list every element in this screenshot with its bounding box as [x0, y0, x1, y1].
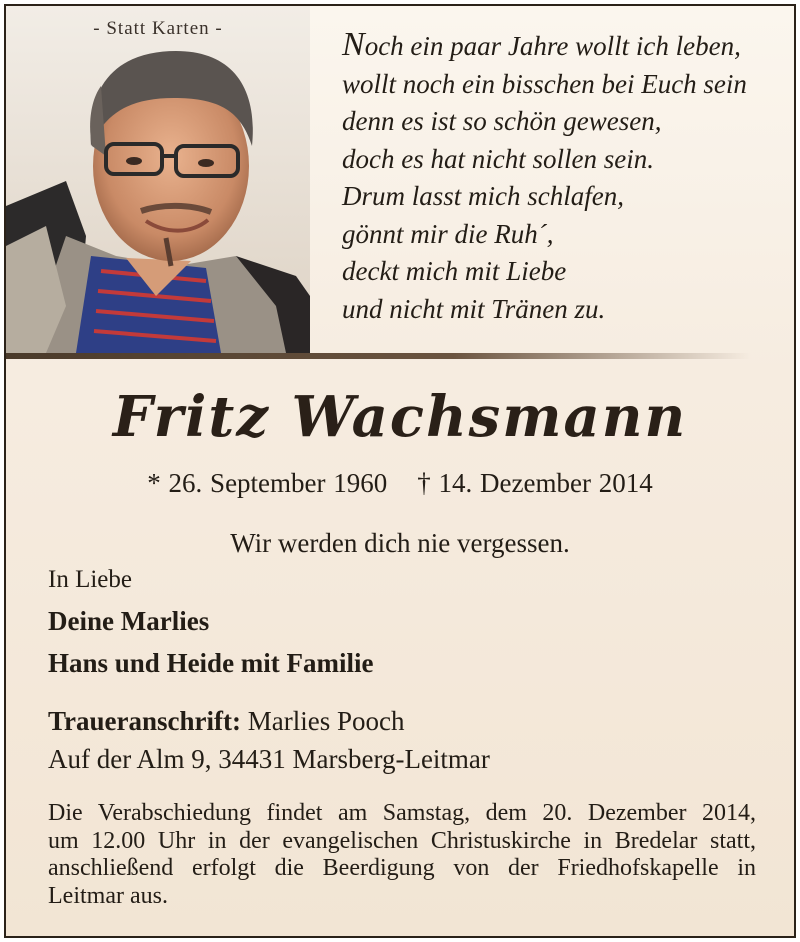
poem-line: und nicht mit Tränen zu.	[342, 293, 606, 324]
family-intro: In Liebe	[48, 566, 132, 593]
funeral-info	[48, 800, 756, 910]
family-line-1: Deine Marlies	[48, 606, 210, 636]
info-line: Die Verabschiedung findet am Samstag, dem 20. Dezember 2014,	[48, 800, 756, 826]
portrait-image	[6, 6, 310, 353]
poem-line: deckt mich mit Liebe	[342, 256, 567, 286]
statt-karten-label: - Statt Karten -	[93, 18, 223, 39]
death-date: † 14. Dezember 2014	[417, 468, 653, 498]
poem-line-1-rest: och ein paar Jahre wollt ich leben,	[364, 31, 741, 61]
address-name: Marlies Pooch	[247, 706, 405, 736]
obituary-card	[4, 4, 796, 938]
divider-line	[6, 353, 751, 359]
poem-line: gönnt mir die Ruh´,	[342, 218, 554, 249]
motto: Wir werden dich nie vergessen.	[230, 528, 570, 558]
poem-line: Noch ein paar Jahre wollt ich leben,	[342, 26, 741, 63]
address-line-1	[48, 706, 404, 737]
poem-line: wollt noch ein bisschen bei Euch sein	[342, 68, 747, 99]
info-line: anschließend erfolgt die Beerdigung von der Friedhofskapelle in	[48, 855, 756, 881]
portrait-photo	[6, 6, 310, 353]
address-label: Traueranschrift:	[48, 706, 241, 736]
life-dates	[6, 468, 794, 499]
poem-line: Drum lasst mich schlafen,	[342, 181, 624, 211]
info-line: um 12.00 Uhr in der evangelischen Christuskirche in Bredelar statt,	[48, 827, 756, 854]
family-line-2: Hans und Heide mit Familie	[48, 648, 374, 678]
poem-line: doch es hat nicht sollen sein.	[342, 143, 654, 174]
poem-line: denn es ist so schön gewesen,	[342, 106, 662, 136]
info-line: Leitmar aus.	[48, 882, 168, 909]
deceased-name: Fritz Wachsmann	[112, 384, 688, 450]
poem	[342, 26, 782, 328]
address-street: Auf der Alm 9, 34431 Marsberg-Leitmar	[48, 744, 490, 774]
birth-date: * 26. September 1960	[147, 468, 388, 498]
